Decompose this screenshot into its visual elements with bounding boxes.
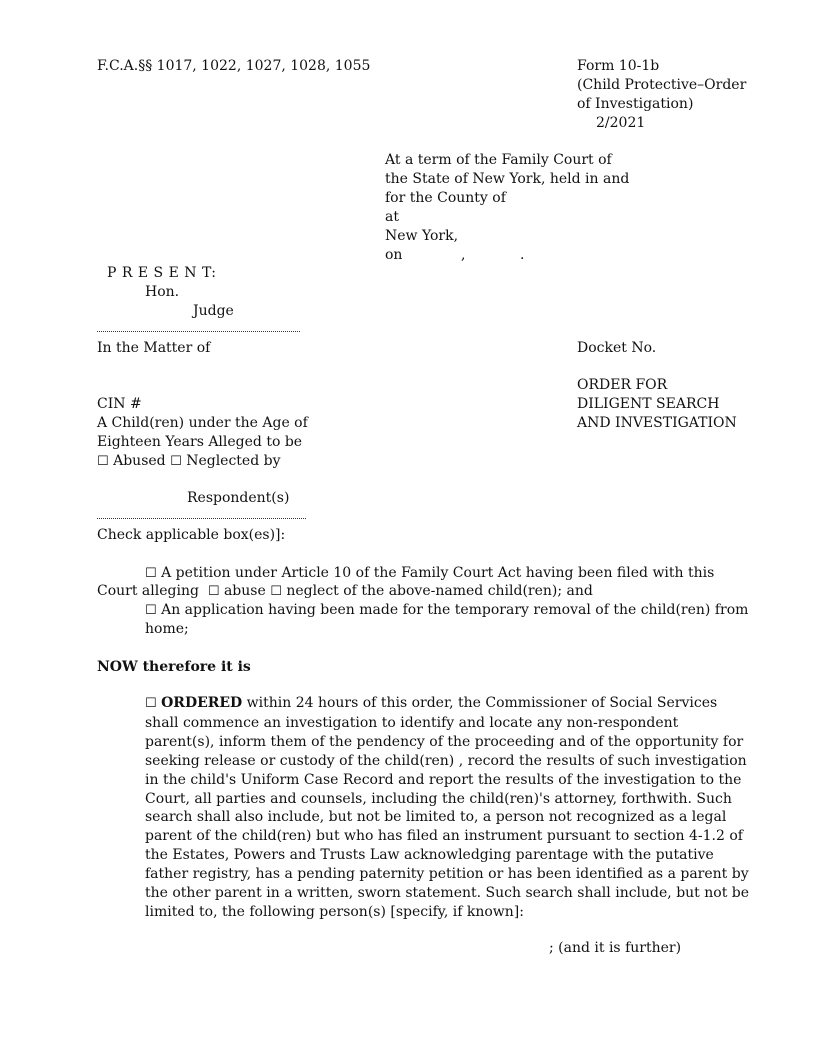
court-term-line-5: New York, bbox=[385, 228, 459, 244]
court-term-date-on: on bbox=[385, 247, 403, 263]
caption-divider-bottom bbox=[97, 518, 306, 519]
petition-line-2 bbox=[97, 582, 593, 601]
ordered-paragraph bbox=[145, 694, 750, 922]
ordered-checkbox[interactable]: ☐ bbox=[145, 696, 157, 711]
caption-divider-top bbox=[97, 331, 300, 332]
court-term-date-comma: , bbox=[461, 247, 466, 263]
present-judge: Judge bbox=[193, 303, 234, 319]
petition-abuse-label: abuse bbox=[223, 583, 266, 599]
respondents-label: Respondent(s) bbox=[187, 490, 290, 506]
application-line-2: home; bbox=[145, 621, 189, 637]
application-line-1 bbox=[145, 601, 748, 620]
order-title-line-3: AND INVESTIGATION bbox=[577, 415, 737, 431]
petition-abuse-checkbox[interactable]: ☐ bbox=[207, 584, 220, 599]
check-applicable-instruction: Check applicable box(es)]: bbox=[97, 527, 286, 543]
in-the-matter-of: In the Matter of bbox=[97, 340, 211, 356]
child-description-line-2: Eighteen Years Alleged to be bbox=[97, 434, 303, 450]
abused-label: Abused bbox=[113, 453, 166, 469]
court-term-line-2: the State of New York, held in and bbox=[385, 171, 630, 187]
abused-neglected-line bbox=[97, 452, 281, 471]
petition-filed-checkbox[interactable]: ☐ bbox=[145, 566, 157, 581]
order-title-line-2: DILIGENT SEARCH bbox=[577, 396, 720, 412]
application-line-1-text: An application having been made for the temporary removal of the child(ren) from bbox=[161, 602, 749, 618]
present-hon: Hon. bbox=[145, 284, 180, 300]
ordered-text: within 24 hours of this order, the Commissioner of Social Services shall commence an investigation to identify and locate any non-respondent parent(s), inform them of the pendency of the proceeding and of the opportunity for seeking release or custody of the child(ren) , record the results of such investigation in the child's Uniform Case Record and report the results of the investigation to the Court, all parties and counsels, including the child(ren)'s attorney, forthwith. Such search shall also include, but not be limited to, a person not recognized as a legal parent of the child(ren) but who has filed an instrument pursuant to section 4-1.2 of the Estates, Powers and Trusts Law acknowledging parentage with the putative father registry, has a pending paternity petition or has been identified as a parent by the other parent in a written, sworn statement. Such search shall include, but not be limited to, the following person(s) [specify, if known]: bbox=[145, 695, 750, 920]
abused-checkbox[interactable]: ☐ bbox=[97, 454, 109, 469]
form-revision-date: 2/2021 bbox=[596, 115, 646, 131]
court-term-line-4: at bbox=[385, 209, 399, 225]
court-term-line-1: At a term of the Family Court of bbox=[385, 152, 612, 168]
cin-label: CIN # bbox=[97, 396, 142, 412]
application-removal-checkbox[interactable]: ☐ bbox=[145, 603, 157, 618]
court-term-date-period: . bbox=[520, 247, 525, 263]
petition-line-1-text: A petition under Article 10 of the Family Court Act having been filed with this bbox=[161, 565, 715, 581]
court-term-line-3: for the County of bbox=[385, 190, 506, 206]
form-title-line-2: of Investigation) bbox=[577, 96, 694, 112]
ordered-label: ORDERED bbox=[161, 695, 243, 711]
docket-number-label: Docket No. bbox=[577, 340, 657, 356]
child-description-line-1: A Child(ren) under the Age of bbox=[97, 415, 308, 431]
form-number: Form 10-1b bbox=[577, 58, 660, 74]
and-it-is-further: ; (and it is further) bbox=[549, 940, 682, 956]
petition-neglect-checkbox[interactable]: ☐ bbox=[270, 584, 282, 599]
neglected-by-label: Neglected by bbox=[186, 453, 281, 469]
form-title-line-1: (Child Protective–Order bbox=[577, 77, 747, 93]
neglected-checkbox[interactable]: ☐ bbox=[170, 454, 182, 469]
present-label: P R E S E N T: bbox=[107, 265, 217, 281]
statute-citation: F.C.A.§§ 1017, 1022, 1027, 1028, 1055 bbox=[97, 58, 371, 74]
now-therefore-heading: NOW therefore it is bbox=[97, 659, 251, 675]
petition-line-1 bbox=[145, 564, 714, 583]
order-title-line-1: ORDER FOR bbox=[577, 377, 668, 393]
petition-neglect-text: neglect of the above-named child(ren); and bbox=[286, 583, 593, 599]
court-alleging-text: Court alleging bbox=[97, 583, 199, 599]
